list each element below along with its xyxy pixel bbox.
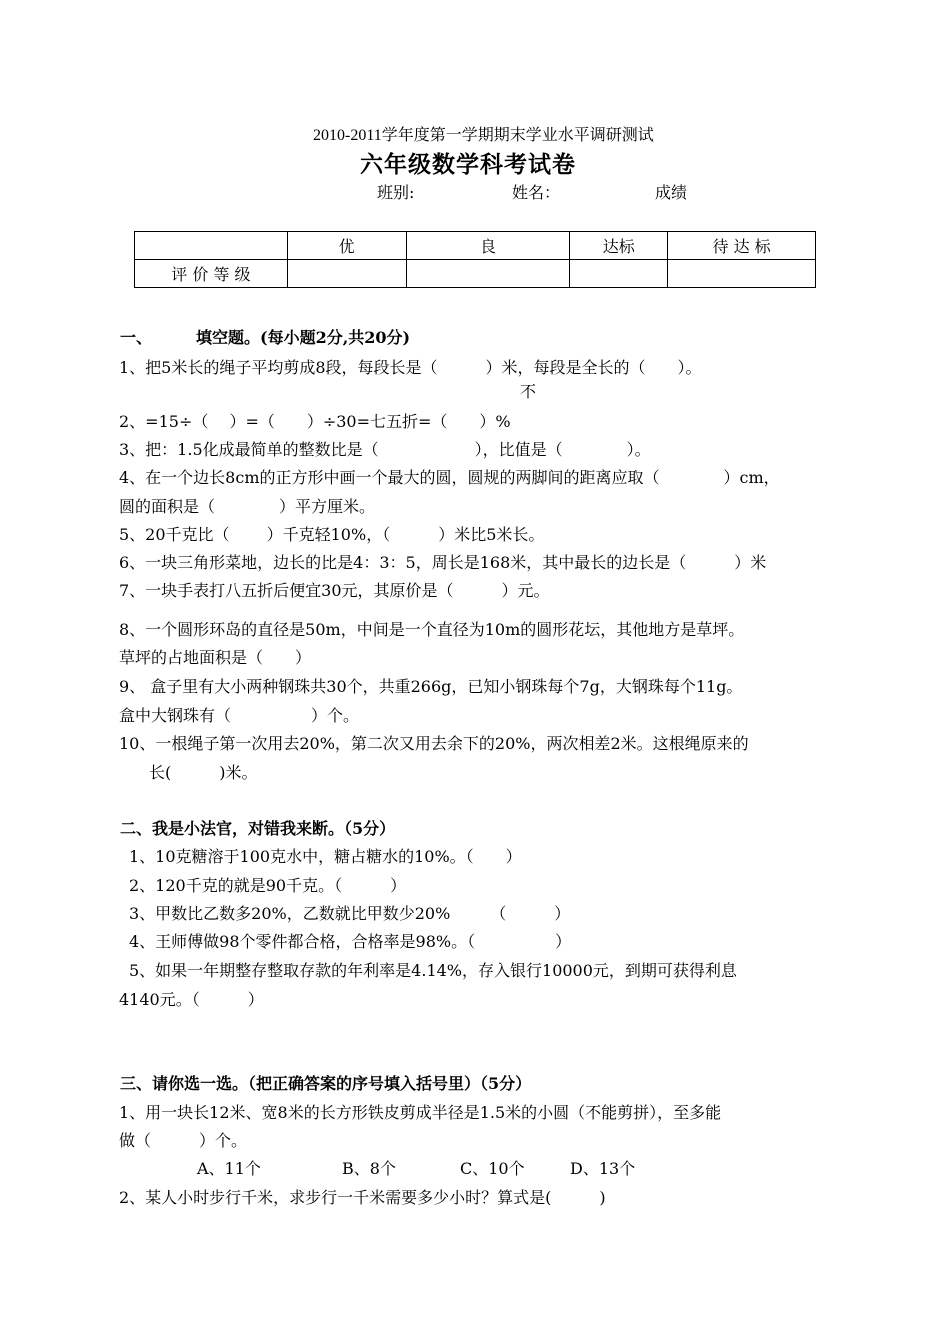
s1-question-2: 2、=15÷（ ）=（ ）÷30=七五折=（ ）%	[119, 412, 511, 431]
class-label: 班别:	[377, 183, 415, 202]
s2-question-5-cont: 4140元。（ ）	[119, 990, 264, 1009]
s1-question-4: 4、在一个边长8cm的正方形中画一个最大的圆，圆规的两脚间的距离应取（ ）cm，	[119, 468, 780, 487]
grade-header-excellent: 优	[287, 232, 406, 260]
grade-row-label: 评 价 等 级	[135, 260, 288, 288]
section1-heading: 填空题。(每小题2分,共20分)	[196, 328, 411, 347]
grade-header-pass: 达标	[570, 232, 668, 260]
grade-cell-good[interactable]	[406, 260, 570, 288]
grade-table-corner-cell	[135, 232, 288, 260]
s2-question-1: 1、10克糖溶于100克水中，糖占糖水的10%。（ ）	[129, 847, 522, 866]
s1-question-8: 8、一个圆形环岛的直径是50m，中间是一个直径为10m的圆形花坛，其他地方是草坪。	[119, 620, 745, 639]
section2-heading: 二、我是小法官，对错我来断。（5分）	[120, 819, 396, 838]
s3-option-a: A、11个	[197, 1159, 261, 1178]
grade-cell-needs-work[interactable]	[668, 260, 816, 288]
s1-question-9: 9、 盒子里有大小两种钢珠共30个，共重266g，已知小钢珠每个7g，大钢珠每个11g。	[119, 677, 743, 696]
s3-option-c: C、10个	[460, 1159, 525, 1178]
section3-heading: 三、请你选一选。（把正确答案的序号填入括号里）（5分）	[120, 1074, 532, 1093]
s3-question-1: 1、用一块长12米、宽8米的长方形铁皮剪成半径是1.5米的小圆（不能剪拼），至多能	[119, 1103, 722, 1122]
s1-question-8-cont: 草坪的占地面积是（ ）	[119, 648, 312, 667]
s1-question-7: 7、一块手表打八五折后便宜30元，其原价是（ ）元。	[119, 581, 550, 600]
s3-option-d: D、13个	[570, 1159, 636, 1178]
s1-stray-char: 不	[520, 382, 537, 401]
s2-question-2: 2、120千克的就是90千克。（ ）	[129, 876, 407, 895]
grade-header-good: 良	[406, 232, 570, 260]
grade-table-eval-row	[135, 260, 816, 288]
grade-cell-excellent[interactable]	[287, 260, 406, 288]
s1-question-4-cont: 圆的面积是（ ）平方厘米。	[119, 497, 376, 516]
s1-question-10: 10、一根绳子第一次用去20%，第二次又用去余下的20%，两次相差2米。这根绳原来的	[119, 734, 749, 753]
page-title: 六年级数学科考试卷	[360, 151, 576, 178]
s3-option-b: B、8个	[342, 1159, 396, 1178]
grade-cell-pass[interactable]	[570, 260, 668, 288]
score-label: 成绩	[655, 183, 688, 202]
s1-question-9-cont: 盒中大钢珠有（ ）个。	[119, 706, 360, 725]
s2-question-4: 4、王师傅做98个零件都合格，合格率是98%。（ ）	[129, 932, 572, 951]
s1-question-6: 6、一块三角形菜地，边长的比是4：3：5，周长是168米，其中最长的边长是（ ）米	[119, 553, 767, 572]
s1-question-5: 5、20千克比（ ）千克轻10%，（ ）米比5米长。	[119, 525, 545, 544]
exam-subtitle: 2010-2011学年度第一学期期末学业水平调研测试	[313, 127, 654, 144]
s1-question-3: 3、把：1.5化成最简单的整数比是（ ），比值是（ ）。	[119, 440, 651, 459]
section1-number: 一、	[120, 328, 153, 347]
grade-table-header-row	[135, 232, 816, 260]
grade-header-needs-work: 待 达 标	[668, 232, 816, 260]
s1-question-1: 1、把5米长的绳子平均剪成8段，每段长是（ ）米，每段是全长的（ ）。	[119, 358, 702, 377]
name-label: 姓名：	[512, 183, 561, 202]
s2-question-3: 3、甲数比乙数多20%，乙数就比甲数少20% （ ）	[129, 904, 571, 923]
s1-question-10-cont: 长( )米。	[149, 763, 258, 782]
grade-table	[134, 231, 816, 288]
s3-question-2: 2、某人小时步行千米，求步行一千米需要多少小时？算式是( )	[119, 1188, 606, 1207]
s3-question-1-cont: 做（ ）个。	[119, 1131, 248, 1150]
s2-question-5: 5、如果一年期整存整取存款的年利率是4.14%，存入银行10000元，到期可获得利息	[129, 961, 737, 980]
